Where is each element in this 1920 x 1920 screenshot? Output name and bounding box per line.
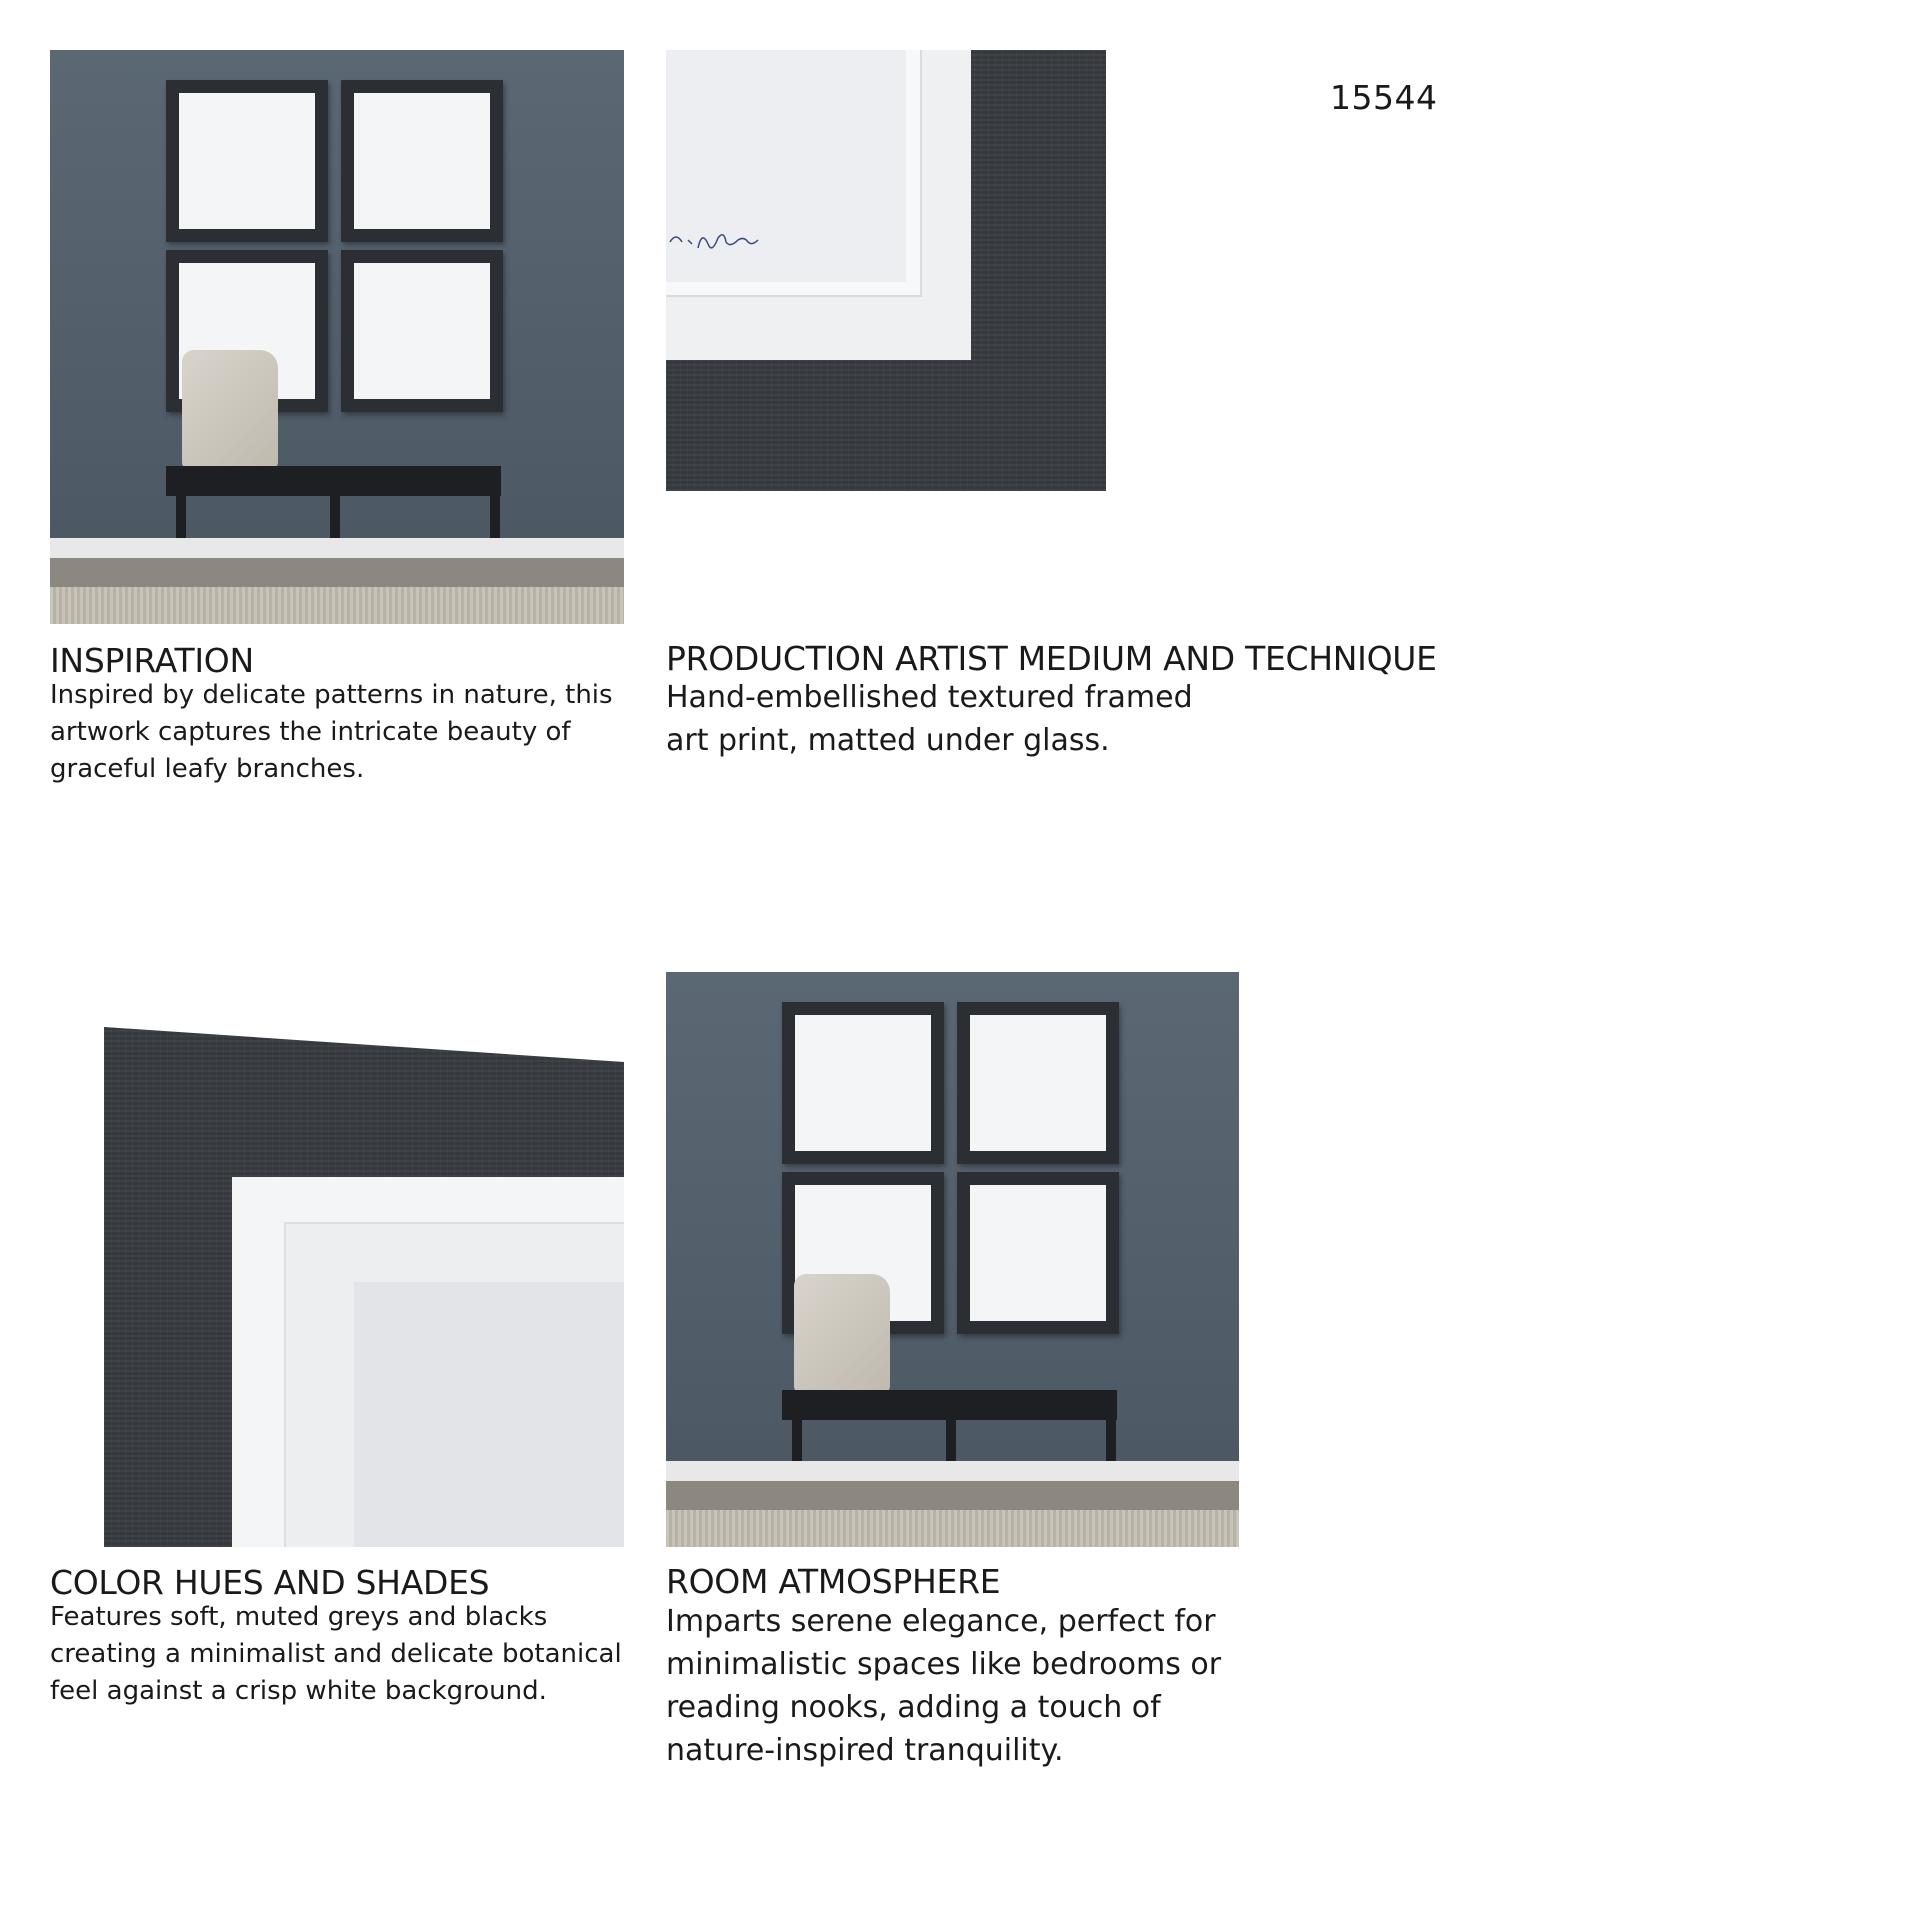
bench	[782, 1390, 1117, 1420]
art-frame	[166, 80, 328, 242]
section-heading-inspiration: INSPIRATION	[50, 641, 254, 680]
section-heading-production: PRODUCTION ARTIST MEDIUM AND TECHNIQUE	[666, 639, 1437, 678]
art-frame	[957, 1172, 1119, 1334]
bench	[166, 466, 501, 496]
section-body-production: Hand-embellished textured framed art print, matted under glass.	[666, 680, 1193, 758]
pillow	[182, 350, 278, 470]
artist-signature	[666, 220, 786, 260]
art-frame	[957, 1002, 1119, 1164]
section-body-room-atmosphere: Imparts serene elegance, perfect for minimalistic spaces like bedrooms or reading nooks, adding a touch of nature-inspired tranquility.	[666, 1604, 1222, 1768]
art-frame	[341, 250, 503, 412]
room-scene-photo-bottom	[666, 972, 1239, 1547]
pillow	[794, 1274, 890, 1394]
art-frame	[341, 80, 503, 242]
room-scene-photo-top	[50, 50, 624, 624]
frame-corner-closeup-bottom	[104, 1027, 624, 1547]
section-heading-color: COLOR HUES AND SHADES	[50, 1563, 490, 1602]
section-heading-room-atmosphere: ROOM ATMOSPHERE	[666, 1562, 1001, 1601]
section-body-color: Features soft, muted greys and blacks creating a minimalist and delicate botanical feel against a crisp white background.	[50, 1602, 622, 1706]
section-body-inspiration: Inspired by delicate patterns in nature, this artwork captures the intricate beauty of graceful leafy branches.	[50, 680, 613, 784]
art-frame	[782, 1002, 944, 1164]
frame-corner-closeup-top	[666, 50, 1106, 491]
product-code: 15544	[1330, 78, 1438, 117]
